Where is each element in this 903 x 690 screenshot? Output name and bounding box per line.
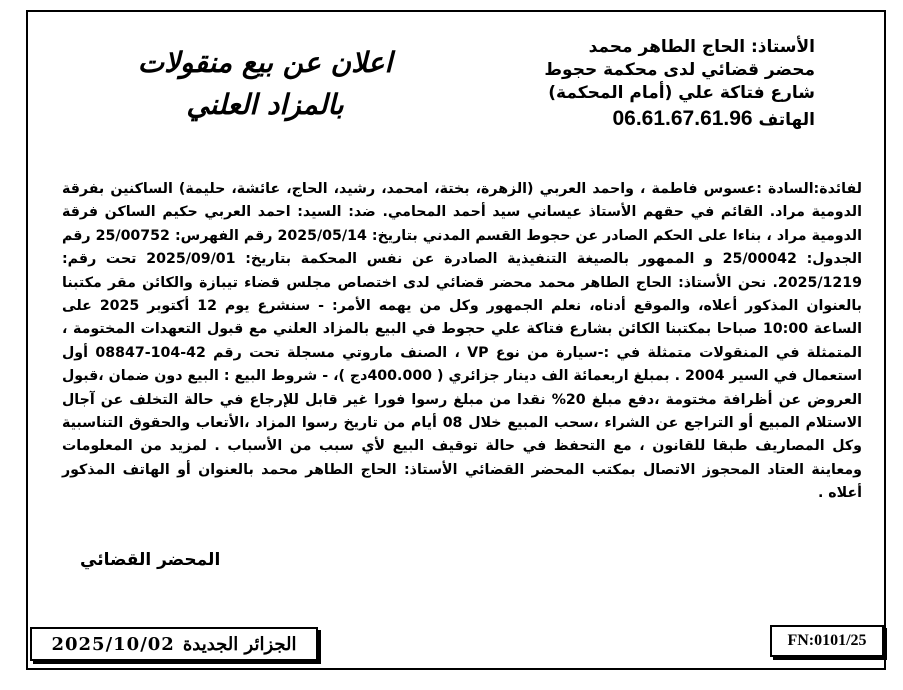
newspaper-box [30,627,318,661]
signature: المحضر القضائي [80,550,221,570]
publication-date: 2025/10/02 [51,633,175,655]
bailiff-header [485,36,815,132]
notice-title-line2: بالمزاد العلني [186,88,344,121]
notice-title-line1: اعلان عن بيع منقولات [137,46,393,79]
notice-body [62,178,862,506]
notice-title [90,42,440,126]
fn-reference: FN:0101/25 [787,632,867,649]
bailiff-name: الأستاذ: الحاج الطاهر محمد [588,37,815,57]
phone-label: الهاتف [758,110,815,130]
phone-row [485,107,815,132]
bailiff-address: شارع فتاكة علي (أمام المحكمة) [548,83,815,103]
fn-reference-box [770,625,884,657]
bailiff-title: محضر قضائي لدى محكمة حجوط [544,60,815,80]
newspaper-name: الجزائر الجديدة [182,633,297,655]
notice-body-text: لفائدة:السادة :عسوس فاطمة ، واحمد العربي (الزهرة، بختة، امحمد، رشيد، الحاج، عائشة، حليمة) الساكنين بفرقة الدومية مراد. القائم في حقهم الأستاذ عيساني سيد أحمد المحامي. ضد: السيد: احمد العربي حكيم الساكن فرقة الدومية مراد ، بناءا على الحكم الصادر عن حجوط القسم المدني بتاريخ: 2025/05/14 رقم الفهرس: 25/00752 رقم الجدول: 25/00042 و الممهور بالصيغة التنفيذية الصادرة عن نفس المحكمة بتاريخ: 2025/09/01 تحت رقم: 2025/1219. نحن الأستاذ: الحاج الطاهر محمد محضر قضائي لدى اختصاص مجلس قضاء تيبازة والكائن مقر مكتبنا بالعنوان المذكور أعلاه، والموقع أدناه، نعلم الجمهور وكل من يهمه الأمر: - سنشرع يوم 12 أكتوبر 2025 على الساعة 10:00 صباحا بمكتبنا الكائن بشارع فتاكة علي حجوط في البيع بالمزاد العلني مع قبول التعهدات المختومة ، المتمثلة في المنقولات متمثلة في :-سيارة من نوع VP ، الصنف ماروتي مسجلة تحت رقم 42-104-08847 أول استعمال في السير 2004 . بمبلغ اربعمائة الف دينار جزائري ( 400.000دج )، - شروط البيع : البيع دون ضمان ،قبول العروض عن أظرافة مختومة ،دفع مبلغ 20% نقدا من مبلغ رسوا فورا غير قابل للإرجاع في حالة التخلف عن آجال الاستلام المبيع أو التراجع عن الشراء ،سحب المبيع خلال 08 أيام من تاريخ رسوا المزاد ،الأتعاب والحقوق التناسبية وكل المصاريف طبقا للقانون ، مع التحفظ في حالة توقيف البيع لأي سبب من الأسباب . لمزيد من المعلومات ومعاينة العتاد المحجوز الاتصال بمكتب المحضر القضائي الأستاذ: الحاج الطاهر محمد بالعنوان أو الهاتف المذكور أعلاه . [62,181,863,502]
phone-number: 06.61.67.61.96 [612,107,753,130]
